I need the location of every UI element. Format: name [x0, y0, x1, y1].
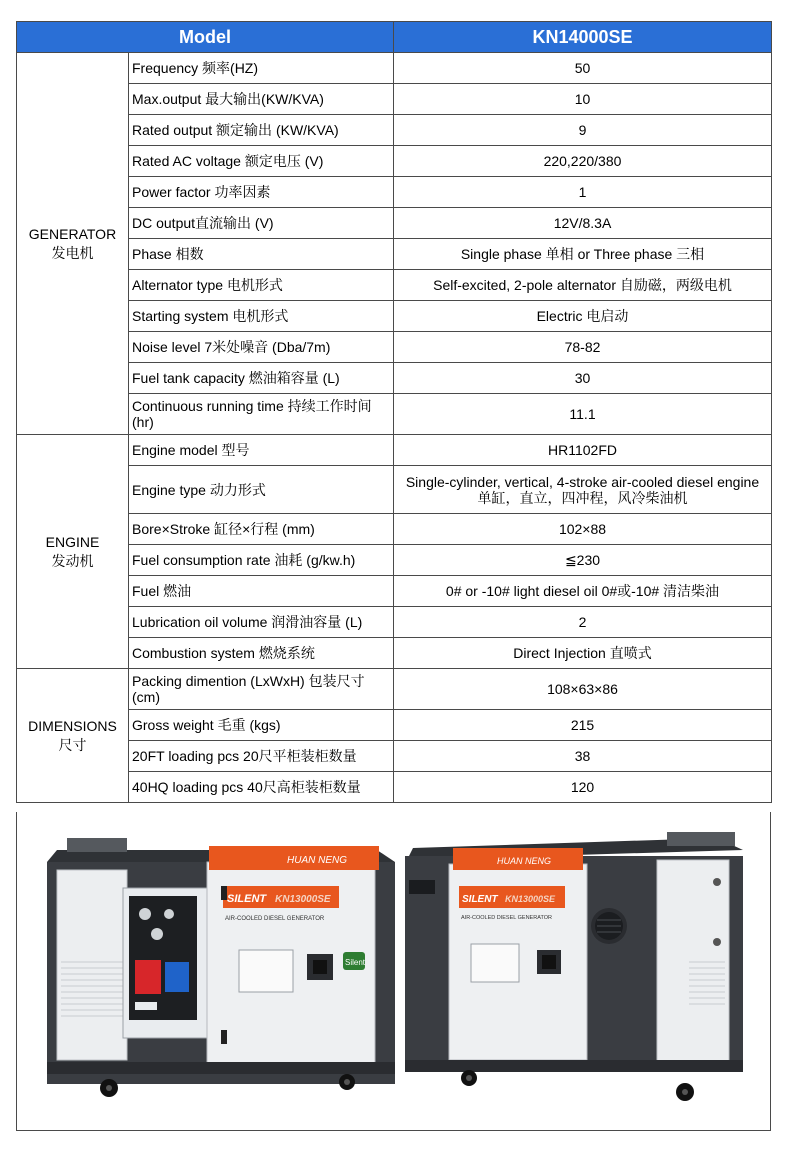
spec-row [17, 84, 772, 115]
subtitle-left: AIR-COOLED DIESEL GENERATOR [225, 916, 325, 922]
spec-value: Single phase 单相 or Three phase 三相 [394, 239, 772, 270]
spec-label: Packing dimention (LxWxH) 包装尺寸 (cm) [129, 669, 394, 710]
spec-row [17, 301, 772, 332]
section-name-en: DIMENSIONS [28, 717, 117, 734]
spec-label: Noise level 7米处噪音 (Dba/7m) [129, 332, 394, 363]
spec-label: Frequency 频率(HZ) [129, 53, 394, 84]
spec-label: Lubrication oil volume 润滑油容量 (L) [129, 607, 394, 638]
spec-value: 78-82 [394, 332, 772, 363]
spec-row [17, 177, 772, 208]
spec-value: Direct Injection 直喷式 [394, 638, 772, 669]
spec-value: 215 [394, 710, 772, 741]
spec-label: Continuous running time 持续工作时间(hr) [129, 394, 394, 435]
spec-row [17, 710, 772, 741]
section-label [17, 435, 129, 669]
spec-value: 1 [394, 177, 772, 208]
section-name-cn: 尺寸 [58, 736, 87, 753]
product-photo [16, 812, 771, 1131]
spec-label: Fuel 燃油 [129, 576, 394, 607]
spec-row [17, 669, 772, 710]
spec-value: 12V/8.3A [394, 208, 772, 239]
spec-label: Engine type 动力形式 [129, 466, 394, 514]
spec-value: 38 [394, 741, 772, 772]
generator-left [47, 838, 395, 1097]
generator-right [405, 832, 743, 1101]
spec-value: Single-cylinder, vertical, 4-stroke air-cooled diesel engine 单缸，直立，四冲程，风冷柴油机 [394, 466, 772, 514]
silent-left: SILENT [227, 893, 267, 905]
spec-label: Rated AC voltage 额定电压 (V) [129, 146, 394, 177]
spec-label: Gross weight 毛重 (kgs) [129, 710, 394, 741]
spec-body [17, 53, 772, 803]
section-label [17, 669, 129, 803]
spec-label: Engine model 型号 [129, 435, 394, 466]
spec-row [17, 607, 772, 638]
spec-label: Fuel consumption rate 油耗 (g/kw.h) [129, 545, 394, 576]
spec-row [17, 638, 772, 669]
spec-value: 30 [394, 363, 772, 394]
section-name-cn: 发电机 [51, 244, 94, 261]
model-value: KN14000SE [394, 22, 772, 53]
spec-row [17, 466, 772, 514]
spec-row [17, 332, 772, 363]
spec-value: 11.1 [394, 394, 772, 435]
spec-row [17, 115, 772, 146]
subtitle-right: AIR-COOLED DIESEL GENERATOR [461, 915, 552, 921]
spec-label: Phase 相数 [129, 239, 394, 270]
spec-label: 20FT loading pcs 20尺平柜装柜数量 [129, 741, 394, 772]
model-left: KN13000SE [275, 894, 331, 905]
spec-row [17, 394, 772, 435]
silent-right: SILENT [462, 894, 498, 905]
spec-label: Bore×Stroke 缸径×行程 (mm) [129, 514, 394, 545]
spec-value: 102×88 [394, 514, 772, 545]
spec-value: Self-excited, 2-pole alternator 自励磁，两级电机 [394, 270, 772, 301]
spec-sheet [16, 21, 771, 803]
spec-value: ≦230 [394, 545, 772, 576]
model-right: KN13000SE [505, 894, 556, 904]
spec-value: 9 [394, 115, 772, 146]
spec-value: HR1102FD [394, 435, 772, 466]
section-name-en: GENERATOR [28, 225, 117, 242]
model-label: Model [17, 22, 394, 53]
spec-label: DC output直流输出 (V) [129, 208, 394, 239]
spec-value: Electric 电启动 [394, 301, 772, 332]
section-name-en: ENGINE [45, 533, 100, 550]
spec-label: Fuel tank capacity 燃油箱容量 (L) [129, 363, 394, 394]
spec-row [17, 435, 772, 466]
spec-table [16, 21, 772, 803]
spec-label: Rated output 额定输出 (KW/KVA) [129, 115, 394, 146]
spec-label: Starting system 电机形式 [129, 301, 394, 332]
spec-row [17, 772, 772, 803]
spec-label: Alternator type 电机形式 [129, 270, 394, 301]
spec-row [17, 363, 772, 394]
spec-row [17, 208, 772, 239]
spec-row [17, 545, 772, 576]
spec-label: Combustion system 燃烧系统 [129, 638, 394, 669]
spec-value: 0# or -10# light diesel oil 0#或-10# 清洁柴油 [394, 576, 772, 607]
brand-left: HUAN NENG [287, 855, 348, 866]
spec-row [17, 146, 772, 177]
spec-row [17, 239, 772, 270]
header-row [17, 22, 772, 53]
spec-label: Power factor 功率因素 [129, 177, 394, 208]
spec-row [17, 741, 772, 772]
spec-value: 50 [394, 53, 772, 84]
spec-row [17, 576, 772, 607]
brand-right: HUAN NENG [497, 856, 552, 866]
spec-value: 10 [394, 84, 772, 115]
generator-illustration [17, 812, 770, 1130]
spec-value: 120 [394, 772, 772, 803]
spec-value: 2 [394, 607, 772, 638]
spec-value: 108×63×86 [394, 669, 772, 710]
spec-label: 40HQ loading pcs 40尺高柜装柜数量 [129, 772, 394, 803]
badge-left: Silent [345, 958, 366, 967]
spec-row [17, 270, 772, 301]
spec-row [17, 514, 772, 545]
spec-row [17, 53, 772, 84]
section-name-cn: 发动机 [51, 552, 94, 569]
section-label [17, 53, 129, 435]
spec-label: Max.output 最大输出(KW/KVA) [129, 84, 394, 115]
spec-value: 220,220/380 [394, 146, 772, 177]
